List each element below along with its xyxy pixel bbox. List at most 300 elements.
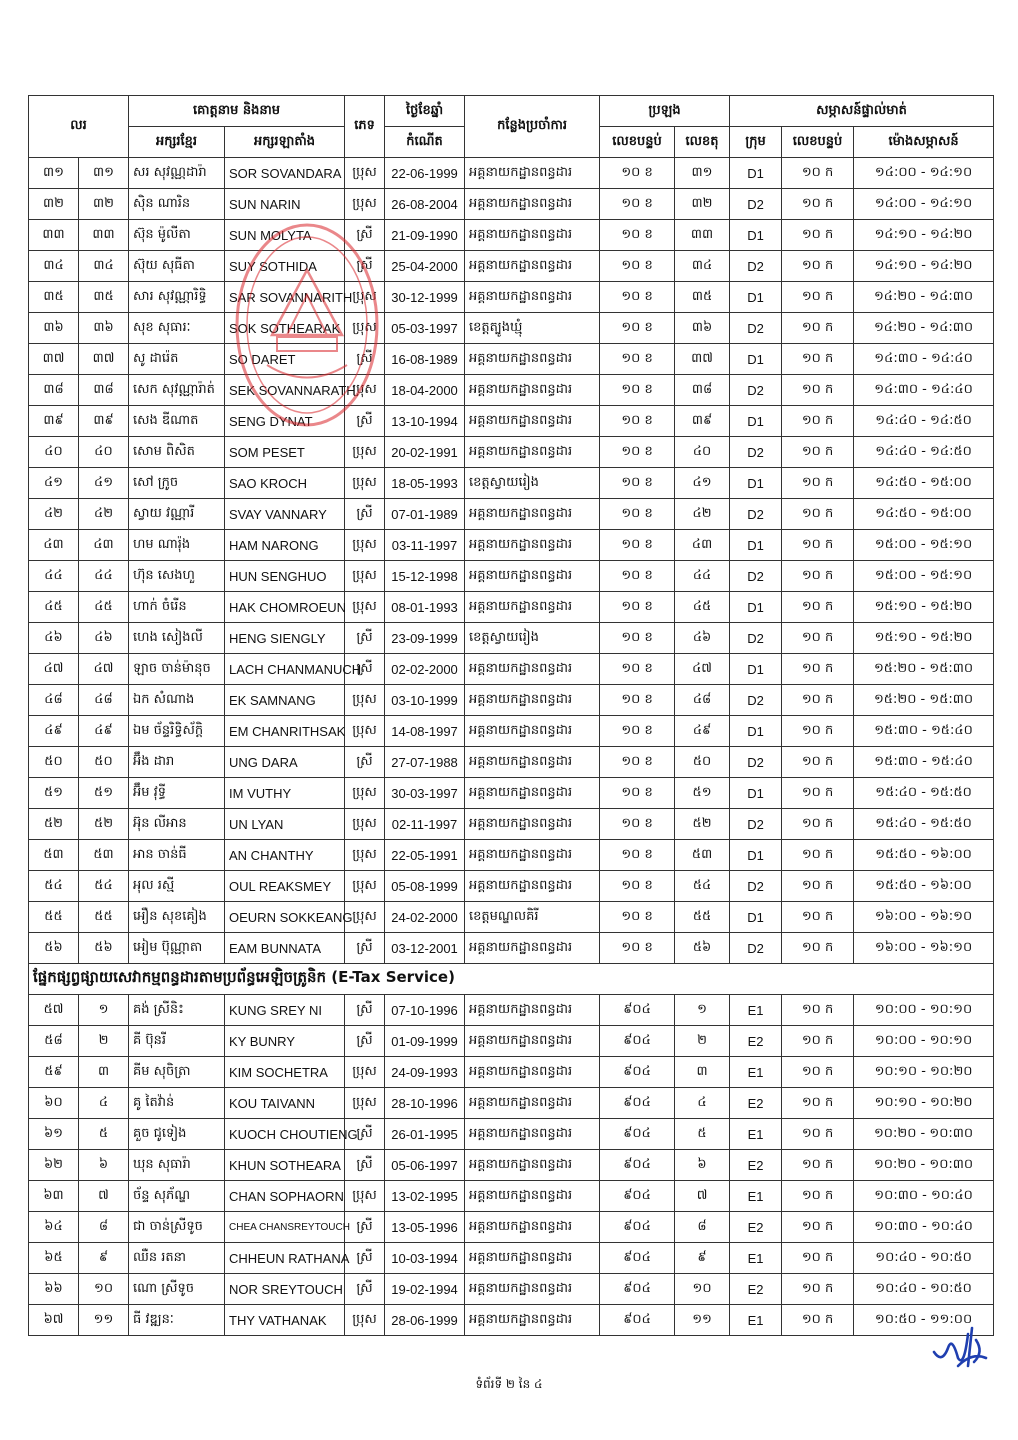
- cell-name-khmer: សោម ពិសិត: [129, 437, 225, 468]
- header-exam-group: ប្រឡង: [600, 96, 730, 127]
- cell-no: ៥៦: [29, 933, 79, 964]
- cell-exam-seat: ២: [675, 1026, 730, 1057]
- cell-exam-room: ១០ ខ: [600, 840, 675, 871]
- cell-name-latin: EM CHANRITHSAK: [225, 716, 345, 747]
- cell-gender: ប្រុស: [345, 1305, 385, 1336]
- cell-dob: 24-09-1993: [385, 1057, 465, 1088]
- cell-name-khmer: គីម សុចិត្រា: [129, 1057, 225, 1088]
- cell-int-room: ១០ ក: [782, 871, 854, 902]
- cell-name-khmer: គង់ ស្រីនិះ: [129, 995, 225, 1026]
- table-row: [29, 685, 994, 716]
- cell-int-time: ១០:៤០ - ១០:៥០: [854, 1274, 994, 1305]
- cell-index: ៣៥: [79, 282, 129, 313]
- cell-exam-room: ១០ ខ: [600, 592, 675, 623]
- cell-dob: 05-06-1997: [385, 1150, 465, 1181]
- table-row: [29, 282, 994, 313]
- cell-exam-room: ១០ ខ: [600, 809, 675, 840]
- cell-index: ៣៣: [79, 220, 129, 251]
- cell-index: ៤៨: [79, 685, 129, 716]
- cell-int-room: ១០ ក: [782, 1243, 854, 1274]
- cell-int-room: ១០ ក: [782, 685, 854, 716]
- cell-no: ៦៥: [29, 1243, 79, 1274]
- cell-exam-room: ៩០៤: [600, 1274, 675, 1305]
- cell-name-khmer: សារ សុវណ្ណារិទ្ធិ: [129, 282, 225, 313]
- table-row: [29, 1212, 994, 1243]
- cell-name-khmer: ឡាច ចាន់ម៉ានុច: [129, 654, 225, 685]
- cell-dob: 08-01-1993: [385, 592, 465, 623]
- cell-gender: ប្រុស: [345, 189, 385, 220]
- cell-int-room: ១០ ក: [782, 189, 854, 220]
- table-row: [29, 654, 994, 685]
- cell-exam-seat: ៤៧: [675, 654, 730, 685]
- cell-int-time: ១៥:៤០ - ១៥:៥០: [854, 809, 994, 840]
- cell-gender: ស្រី: [345, 499, 385, 530]
- cell-int-room: ១០ ក: [782, 1088, 854, 1119]
- cell-workplace: អគ្គនាយកដ្ឋានពន្ធដារ: [465, 1305, 600, 1336]
- cell-index: ៥៥: [79, 902, 129, 933]
- table-row: [29, 1243, 994, 1274]
- cell-dob: 26-08-2004: [385, 189, 465, 220]
- cell-exam-room: ៩០៤: [600, 1305, 675, 1336]
- cell-name-latin: AN CHANTHY: [225, 840, 345, 871]
- cell-workplace: អគ្គនាយកដ្ឋានពន្ធដារ: [465, 747, 600, 778]
- cell-no: ៦២: [29, 1150, 79, 1181]
- cell-dob: 28-10-1996: [385, 1088, 465, 1119]
- cell-name-khmer: ធី វឌ្ឍនៈ: [129, 1305, 225, 1336]
- cell-int-group: E1: [730, 1119, 782, 1150]
- cell-no: ៣១: [29, 158, 79, 189]
- cell-workplace: អគ្គនាយកដ្ឋានពន្ធដារ: [465, 1243, 600, 1274]
- cell-exam-room: ៩០៤: [600, 995, 675, 1026]
- cell-gender: ប្រុស: [345, 1088, 385, 1119]
- cell-workplace: អគ្គនាយកដ្ឋានពន្ធដារ: [465, 871, 600, 902]
- cell-int-time: ១៤:០០ - ១៤:១០: [854, 189, 994, 220]
- cell-name-khmer: សៅ ក្រូច: [129, 468, 225, 499]
- cell-workplace: អគ្គនាយកដ្ឋានពន្ធដារ: [465, 654, 600, 685]
- cell-name-latin: SO DARET: [225, 344, 345, 375]
- cell-int-group: D1: [730, 406, 782, 437]
- cell-no: ៤៨: [29, 685, 79, 716]
- candidate-rows-a: [29, 158, 994, 964]
- cell-int-group: D2: [730, 747, 782, 778]
- cell-int-room: ១០ ក: [782, 437, 854, 468]
- cell-gender: ប្រុស: [345, 375, 385, 406]
- cell-no: ៦៣: [29, 1181, 79, 1212]
- cell-int-time: ១៥:៣០ - ១៥:៤០: [854, 747, 994, 778]
- cell-workplace: ខេត្តស្វាយរៀង: [465, 468, 600, 499]
- cell-dob: 18-05-1993: [385, 468, 465, 499]
- cell-int-time: ១៤:៣០ - ១៤:៤០: [854, 375, 994, 406]
- cell-name-latin: SOR SOVANDARA: [225, 158, 345, 189]
- cell-workplace: អគ្គនាយកដ្ឋានពន្ធដារ: [465, 530, 600, 561]
- cell-int-room: ១០ ក: [782, 716, 854, 747]
- cell-exam-seat: ៩: [675, 1243, 730, 1274]
- cell-index: ៤១: [79, 468, 129, 499]
- cell-dob: 22-05-1991: [385, 840, 465, 871]
- cell-dob: 20-02-1991: [385, 437, 465, 468]
- cell-int-time: ១៤:២០ - ១៤:៣០: [854, 282, 994, 313]
- cell-name-khmer: គូ តៃវ៉ាន់: [129, 1088, 225, 1119]
- cell-index: ៥៦: [79, 933, 129, 964]
- cell-index: ៥២: [79, 809, 129, 840]
- cell-name-khmer: សុខ សុធារៈ: [129, 313, 225, 344]
- cell-exam-seat: ៤៩: [675, 716, 730, 747]
- cell-exam-room: ១០ ខ: [600, 654, 675, 685]
- cell-name-latin: HUN SENGHUO: [225, 561, 345, 592]
- cell-no: ៥០: [29, 747, 79, 778]
- table-row: [29, 1026, 994, 1057]
- cell-name-khmer: អ៊ឹម វុទ្ធី: [129, 778, 225, 809]
- table-row: [29, 220, 994, 251]
- cell-dob: 15-12-1998: [385, 561, 465, 592]
- cell-workplace: អគ្គនាយកដ្ឋានពន្ធដារ: [465, 809, 600, 840]
- table-row: [29, 747, 994, 778]
- cell-exam-room: ១០ ខ: [600, 344, 675, 375]
- cell-no: ៥៧: [29, 995, 79, 1026]
- header-int-group: ក្រុម: [730, 127, 782, 158]
- table-row: [29, 1088, 994, 1119]
- table-row: [29, 1274, 994, 1305]
- cell-exam-seat: ៤៨: [675, 685, 730, 716]
- cell-no: ៤៦: [29, 623, 79, 654]
- cell-no: ៥២: [29, 809, 79, 840]
- cell-index: ១១: [79, 1305, 129, 1336]
- cell-name-latin: SOM PESET: [225, 437, 345, 468]
- cell-name-latin: HENG SIENGLY: [225, 623, 345, 654]
- cell-name-khmer: ហម ណារ៉ុង: [129, 530, 225, 561]
- cell-index: ៤០: [79, 437, 129, 468]
- cell-no: ៤២: [29, 499, 79, 530]
- cell-no: ៣៩: [29, 406, 79, 437]
- cell-no: ៥៨: [29, 1026, 79, 1057]
- cell-int-room: ១០ ក: [782, 313, 854, 344]
- cell-int-time: ១៥:៤០ - ១៥:៥០: [854, 778, 994, 809]
- cell-exam-seat: ៨: [675, 1212, 730, 1243]
- cell-exam-seat: ៥: [675, 1119, 730, 1150]
- cell-gender: ប្រុស: [345, 530, 385, 561]
- cell-name-khmer: ហ៊ុន សេងហួ: [129, 561, 225, 592]
- header-dob-top: ថ្ងៃខែឆ្នាំ: [385, 96, 465, 127]
- cell-index: ៥០: [79, 747, 129, 778]
- cell-exam-seat: ៣៥: [675, 282, 730, 313]
- cell-int-room: ១០ ក: [782, 592, 854, 623]
- cell-int-room: ១០ ក: [782, 1026, 854, 1057]
- cell-name-khmer: ឯម ច័ន្ទរិទ្ធិស័ក្តិ: [129, 716, 225, 747]
- cell-int-room: ១០ ក: [782, 375, 854, 406]
- cell-name-latin: SUN NARIN: [225, 189, 345, 220]
- cell-exam-room: ៩០៤: [600, 1057, 675, 1088]
- cell-int-group: D1: [730, 716, 782, 747]
- cell-name-latin: IM VUTHY: [225, 778, 345, 809]
- cell-no: ៦៦: [29, 1274, 79, 1305]
- cell-gender: ស្រី: [345, 747, 385, 778]
- cell-dob: 30-12-1999: [385, 282, 465, 313]
- cell-workplace: អគ្គនាយកដ្ឋានពន្ធដារ: [465, 437, 600, 468]
- cell-dob: 05-03-1997: [385, 313, 465, 344]
- cell-workplace: អគ្គនាយកដ្ឋានពន្ធដារ: [465, 840, 600, 871]
- cell-dob: 13-10-1994: [385, 406, 465, 437]
- cell-exam-room: ១០ ខ: [600, 251, 675, 282]
- table-row: [29, 623, 994, 654]
- cell-no: ៤៧: [29, 654, 79, 685]
- cell-name-latin: OEURN SOKKEANG: [225, 902, 345, 933]
- cell-int-group: D2: [730, 313, 782, 344]
- cell-gender: ស្រី: [345, 623, 385, 654]
- cell-gender: ស្រី: [345, 654, 385, 685]
- cell-index: ៤៣: [79, 530, 129, 561]
- cell-exam-room: ១០ ខ: [600, 623, 675, 654]
- cell-workplace: អគ្គនាយកដ្ឋានពន្ធដារ: [465, 158, 600, 189]
- cell-name-latin: SUN MOLYTA: [225, 220, 345, 251]
- cell-exam-seat: ៧: [675, 1181, 730, 1212]
- cell-workplace: អគ្គនាយកដ្ឋានពន្ធដារ: [465, 375, 600, 406]
- cell-name-latin: KOU TAIVANN: [225, 1088, 345, 1119]
- cell-index: ៨: [79, 1212, 129, 1243]
- cell-exam-room: ១០ ខ: [600, 189, 675, 220]
- cell-name-latin: UN LYAN: [225, 809, 345, 840]
- cell-gender: ប្រុស: [345, 902, 385, 933]
- cell-no: ៣៧: [29, 344, 79, 375]
- cell-gender: ប្រុស: [345, 313, 385, 344]
- cell-gender: ស្រី: [345, 406, 385, 437]
- table-row: [29, 902, 994, 933]
- cell-exam-room: ១០ ខ: [600, 406, 675, 437]
- cell-index: ៣១: [79, 158, 129, 189]
- table-row: [29, 592, 994, 623]
- cell-dob: 23-09-1999: [385, 623, 465, 654]
- table-row: [29, 1181, 994, 1212]
- cell-no: ៥១: [29, 778, 79, 809]
- cell-int-group: D1: [730, 778, 782, 809]
- cell-no: ៤៤: [29, 561, 79, 592]
- table-row: [29, 313, 994, 344]
- cell-no: ៤៥: [29, 592, 79, 623]
- cell-no: ៥៤: [29, 871, 79, 902]
- cell-name-latin: KHUN SOTHEARA: [225, 1150, 345, 1181]
- cell-gender: ប្រុស: [345, 778, 385, 809]
- cell-gender: ស្រី: [345, 1274, 385, 1305]
- cell-int-group: E2: [730, 1150, 782, 1181]
- cell-int-time: ១៥:៥០ - ១៦:០០: [854, 840, 994, 871]
- cell-name-latin: KY BUNRY: [225, 1026, 345, 1057]
- cell-name-khmer: ណោ ស្រីទូច: [129, 1274, 225, 1305]
- cell-int-room: ១០ ក: [782, 251, 854, 282]
- cell-name-khmer: ជា ចាន់ស្រីទូច: [129, 1212, 225, 1243]
- cell-exam-room: ១០ ខ: [600, 871, 675, 902]
- cell-name-latin: THY VATHANAK: [225, 1305, 345, 1336]
- table-row: [29, 871, 994, 902]
- cell-no: ៤៩: [29, 716, 79, 747]
- cell-dob: 13-02-1995: [385, 1181, 465, 1212]
- section-divider: [29, 964, 994, 995]
- signature: [928, 1322, 990, 1372]
- cell-index: ៣៧: [79, 344, 129, 375]
- cell-exam-seat: ៦: [675, 1150, 730, 1181]
- cell-workplace: ខេត្តស្វាយរៀង: [465, 623, 600, 654]
- cell-int-group: D2: [730, 251, 782, 282]
- cell-workplace: ខេត្តត្បូងឃ្មុំ: [465, 313, 600, 344]
- cell-gender: ប្រុស: [345, 1057, 385, 1088]
- cell-workplace: អគ្គនាយកដ្ឋានពន្ធដារ: [465, 220, 600, 251]
- cell-no: ៦៧: [29, 1305, 79, 1336]
- header-no: លរ: [29, 96, 129, 158]
- cell-no: ៣៥: [29, 282, 79, 313]
- cell-index: ៦: [79, 1150, 129, 1181]
- cell-name-khmer: ឃុន សុធារ៉ា: [129, 1150, 225, 1181]
- cell-int-time: ១០:០០ - ១០:១០: [854, 1026, 994, 1057]
- cell-exam-room: ១០ ខ: [600, 747, 675, 778]
- table-row: [29, 189, 994, 220]
- cell-exam-seat: ៥៣: [675, 840, 730, 871]
- cell-exam-seat: ៥១: [675, 778, 730, 809]
- table-row: [29, 158, 994, 189]
- cell-workplace: អគ្គនាយកដ្ឋានពន្ធដារ: [465, 406, 600, 437]
- table-row: [29, 995, 994, 1026]
- cell-int-room: ១០ ក: [782, 747, 854, 778]
- cell-int-group: D2: [730, 189, 782, 220]
- cell-int-group: E2: [730, 1088, 782, 1119]
- cell-int-room: ១០ ក: [782, 995, 854, 1026]
- cell-name-latin: KUNG SREY NI: [225, 995, 345, 1026]
- cell-index: ៥១: [79, 778, 129, 809]
- cell-gender: ប្រុស: [345, 468, 385, 499]
- cell-dob: 03-12-2001: [385, 933, 465, 964]
- cell-int-group: D1: [730, 592, 782, 623]
- cell-exam-room: ៩០៤: [600, 1243, 675, 1274]
- cell-gender: ប្រុស: [345, 840, 385, 871]
- cell-int-room: ១០ ក: [782, 530, 854, 561]
- header-row-1: [29, 96, 994, 127]
- cell-dob: 21-09-1990: [385, 220, 465, 251]
- cell-int-group: D1: [730, 840, 782, 871]
- header-name-khmer: អក្សរខ្មែរ: [129, 127, 225, 158]
- cell-exam-room: ១០ ខ: [600, 158, 675, 189]
- cell-exam-seat: ៥៦: [675, 933, 730, 964]
- cell-workplace: អគ្គនាយកដ្ឋានពន្ធដារ: [465, 251, 600, 282]
- cell-name-latin: SEK SOVANNARATH: [225, 375, 345, 406]
- cell-int-group: D2: [730, 933, 782, 964]
- cell-int-group: D1: [730, 158, 782, 189]
- cell-name-khmer: ស៊ុន ម៉ូលីតា: [129, 220, 225, 251]
- cell-no: ៤៣: [29, 530, 79, 561]
- cell-dob: 07-10-1996: [385, 995, 465, 1026]
- cell-name-latin: SENG DYNAT: [225, 406, 345, 437]
- cell-exam-seat: ៣៨: [675, 375, 730, 406]
- cell-no: ៣៤: [29, 251, 79, 282]
- table-row: [29, 499, 994, 530]
- cell-int-group: D2: [730, 437, 782, 468]
- cell-dob: 03-11-1997: [385, 530, 465, 561]
- cell-no: ៦០: [29, 1088, 79, 1119]
- cell-index: ៥៣: [79, 840, 129, 871]
- cell-exam-seat: ៤៤: [675, 561, 730, 592]
- cell-name-khmer: អាន ចាន់ធី: [129, 840, 225, 871]
- cell-no: ៣២: [29, 189, 79, 220]
- cell-int-group: D2: [730, 685, 782, 716]
- cell-int-time: ១៥:៣០ - ១៥:៤០: [854, 716, 994, 747]
- section-title: ផ្នែកផ្សព្វផ្សាយសេវាកម្មពន្ធដារតាមប្រព័ន្ធអេឡិចត្រូនិក (E-Tax Service): [29, 964, 994, 995]
- cell-int-time: ១៤:៤០ - ១៤:៥០: [854, 437, 994, 468]
- cell-int-time: ១៤:១០ - ១៤:២០: [854, 251, 994, 282]
- cell-workplace: អគ្គនាយកដ្ឋានពន្ធដារ: [465, 344, 600, 375]
- table-row: [29, 251, 994, 282]
- cell-workplace: អគ្គនាយកដ្ឋានពន្ធដារ: [465, 561, 600, 592]
- cell-exam-seat: ៥៥: [675, 902, 730, 933]
- cell-name-khmer: សរ សុវណ្ណដារ៉ា: [129, 158, 225, 189]
- cell-int-room: ១០ ក: [782, 344, 854, 375]
- cell-int-group: D2: [730, 871, 782, 902]
- cell-exam-room: ១០ ខ: [600, 313, 675, 344]
- cell-exam-seat: ៤១: [675, 468, 730, 499]
- cell-exam-seat: ៤៣: [675, 530, 730, 561]
- cell-workplace: អគ្គនាយកដ្ឋានពន្ធដារ: [465, 1088, 600, 1119]
- cell-name-latin: HAK CHOMROEUN: [225, 592, 345, 623]
- cell-index: ២: [79, 1026, 129, 1057]
- cell-dob: 01-09-1999: [385, 1026, 465, 1057]
- cell-exam-seat: ៤៥: [675, 592, 730, 623]
- cell-int-room: ១០ ក: [782, 499, 854, 530]
- cell-exam-room: ១០ ខ: [600, 778, 675, 809]
- cell-int-group: E2: [730, 1026, 782, 1057]
- cell-index: ៧: [79, 1181, 129, 1212]
- cell-name-khmer: អៀម ប៊ុណ្ណាតា: [129, 933, 225, 964]
- cell-no: ៣៣: [29, 220, 79, 251]
- cell-index: ៤៦: [79, 623, 129, 654]
- cell-name-latin: KIM SOCHETRA: [225, 1057, 345, 1088]
- cell-int-time: ១០:៣០ - ១០:៤០: [854, 1181, 994, 1212]
- cell-int-time: ១៥:២០ - ១៥:៣០: [854, 654, 994, 685]
- cell-name-latin: CHHEUN RATHANA: [225, 1243, 345, 1274]
- cell-dob: 02-02-2000: [385, 654, 465, 685]
- cell-no: ៥៥: [29, 902, 79, 933]
- cell-gender: ស្រី: [345, 1243, 385, 1274]
- cell-index: ៣៤: [79, 251, 129, 282]
- cell-gender: ប្រុស: [345, 561, 385, 592]
- cell-exam-room: ១០ ខ: [600, 716, 675, 747]
- cell-int-time: ១៤:៤០ - ១៤:៥០: [854, 406, 994, 437]
- cell-exam-room: ១០ ខ: [600, 902, 675, 933]
- cell-name-khmer: អ៊ុន លីអាន: [129, 809, 225, 840]
- cell-exam-room: ១០ ខ: [600, 561, 675, 592]
- cell-exam-seat: ៤២: [675, 499, 730, 530]
- cell-int-group: D1: [730, 902, 782, 933]
- cell-exam-room: ៩០៤: [600, 1212, 675, 1243]
- cell-no: ៥៩: [29, 1057, 79, 1088]
- cell-index: ៣: [79, 1057, 129, 1088]
- cell-int-time: ១០:២០ - ១០:៣០: [854, 1119, 994, 1150]
- table-row: [29, 344, 994, 375]
- cell-workplace: អគ្គនាយកដ្ឋានពន្ធដារ: [465, 933, 600, 964]
- cell-index: ៩: [79, 1243, 129, 1274]
- cell-workplace: អគ្គនាយកដ្ឋានពន្ធដារ: [465, 189, 600, 220]
- table-row: [29, 406, 994, 437]
- cell-index: ៤៩: [79, 716, 129, 747]
- cell-int-group: E2: [730, 1274, 782, 1305]
- cell-int-time: ១៤:៥០ - ១៥:០០: [854, 468, 994, 499]
- cell-name-khmer: ឯក សំណាង: [129, 685, 225, 716]
- cell-int-group: D2: [730, 375, 782, 406]
- cell-int-room: ១០ ក: [782, 933, 854, 964]
- cell-workplace: អគ្គនាយកដ្ឋានពន្ធដារ: [465, 282, 600, 313]
- cell-index: ៤៤: [79, 561, 129, 592]
- cell-name-khmer: អឿន សុខគៀង: [129, 902, 225, 933]
- cell-dob: 18-04-2000: [385, 375, 465, 406]
- cell-exam-room: ១០ ខ: [600, 530, 675, 561]
- header-workplace: កន្លែងប្រចាំការ: [465, 96, 600, 158]
- section-row: [29, 964, 994, 995]
- cell-gender: ប្រុស: [345, 282, 385, 313]
- cell-exam-seat: ៣៩: [675, 406, 730, 437]
